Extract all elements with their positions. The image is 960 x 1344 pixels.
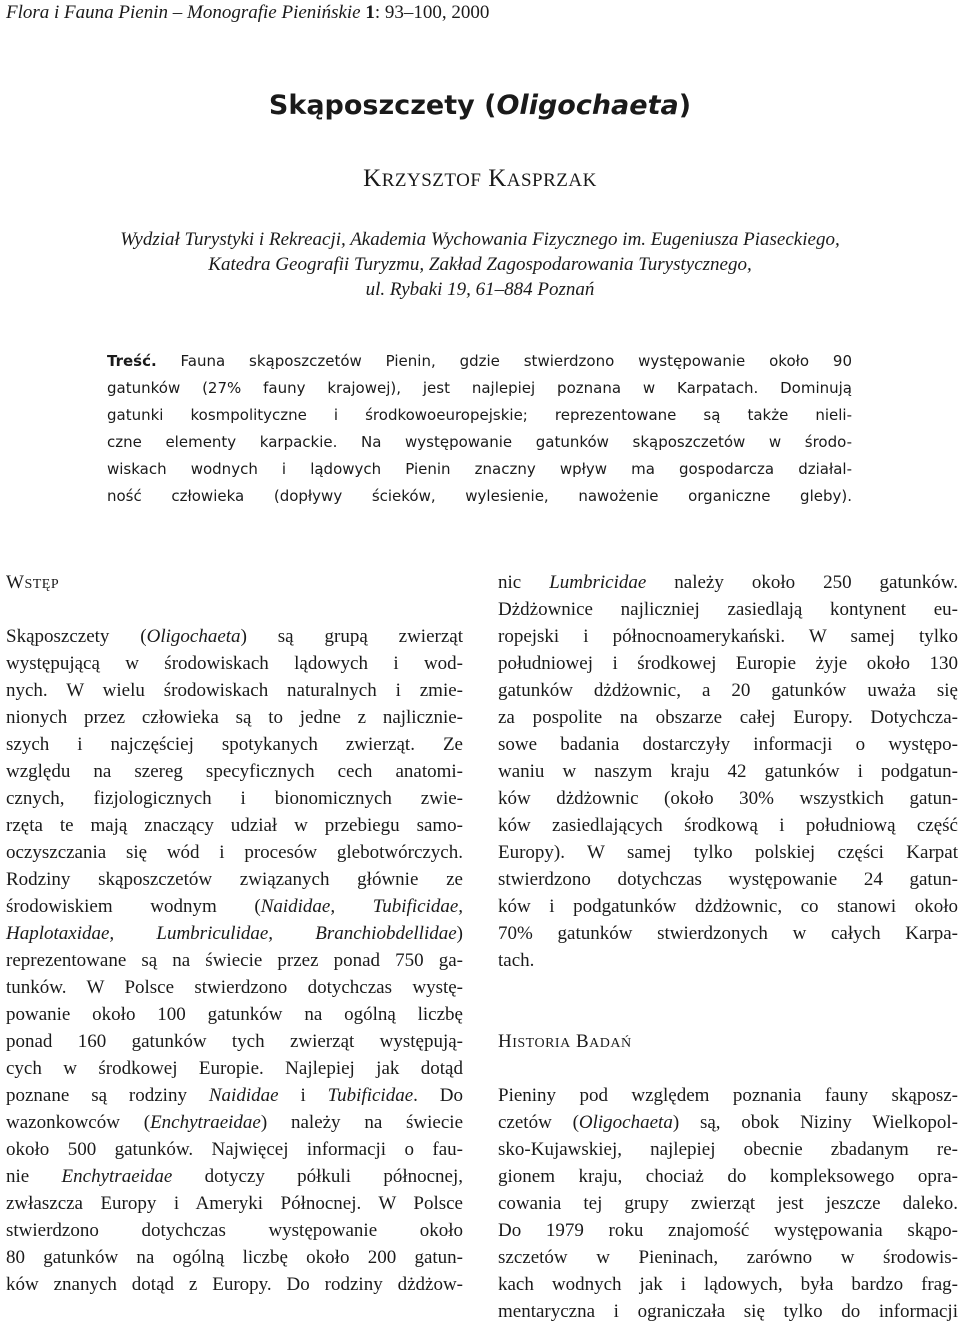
abstract-line: gatunki kosmpolityczne i środkowoeuropejskie; reprezentowane są także nieli- <box>107 406 852 424</box>
body-line: środowiskiem wodnym (Naididae, Tubificidae, <box>6 896 463 917</box>
body-line: Dżdżownice najliczniej zasiedlają kontynent eu- <box>498 599 958 620</box>
body-line: 70% gatunków stwierdzonych w całych Karpa- <box>498 923 958 944</box>
body-line: sowe badania dostarczyły informacji o występo- <box>498 734 958 755</box>
body-line: zwłaszcza Europy i Ameryki Północnej. W Polsce <box>6 1193 463 1214</box>
body-line: Haplotaxidae, Lumbriculidae, Branchiobdellidae) <box>6 923 463 944</box>
body-line: cowania tej grupy zwierząt jest jeszcze daleko. <box>498 1193 958 1214</box>
body-line: sko-Kujawskiej, najlepiej obecnie zbadanym re- <box>498 1139 958 1160</box>
body-line: cych w środkowej Europie. Najlepiej jak dotąd <box>6 1058 463 1079</box>
body-line: reprezentowane są na świecie przez ponad 750 ga- <box>6 950 463 971</box>
body-line: Skąposzczety (Oligochaeta) są grupą zwierząt <box>6 626 463 647</box>
section-heading-wstep: WSTĘP <box>6 572 60 593</box>
body-line: stwierdzono dotychczas występowanie 24 gatun- <box>498 869 958 890</box>
affiliation-line: Wydział Turystyki i Rekreacji, Akademia Wychowania Fizycznego im. Eugeniusza Piaseckiego, <box>120 229 840 250</box>
body-line: ków znanych dotąd z Europy. Do rodziny dżdżow- <box>6 1274 463 1295</box>
abstract-line: czne elementy karpackie. Na występowanie gatunków skąposzczetów w środo- <box>107 433 852 451</box>
body-line: szczetów w Pieninach, zarówno w środowis- <box>498 1247 958 1268</box>
author-affiliation <box>0 227 960 302</box>
body-line: Europy). W samej tylko polskiej części Karpat <box>498 842 958 863</box>
journal-volume: 1 <box>365 2 375 23</box>
body-line: Rodziny skąposzczetów związanych głównie ze <box>6 869 463 890</box>
affiliation-line: Katedra Geografii Turyzmu, Zakład Zagospodarowania Turystycznego, <box>208 254 752 275</box>
body-line: gatunków dżdżownic, a 20 gatunków uważa się <box>498 680 958 701</box>
left-column <box>6 569 463 1298</box>
abstract-line: gatunków (27% fauny krajowej), jest najlepiej poznana w Karpatach. Dominują <box>107 379 852 397</box>
body-line: tunków. W Polsce stwierdzono dotychczas wystę- <box>6 977 463 998</box>
body-line: występującą w środowiskach lądowych i wod- <box>6 653 463 674</box>
section-heading-historia-badan: HISTORIA BADAŃ <box>498 1031 632 1052</box>
body-line: za pospolite na obszarze całej Europy. Dotychcza- <box>498 707 958 728</box>
body-line: 80 gatunków na ogólną liczbę około 200 gatun- <box>6 1247 463 1268</box>
body-line: cznych, fizjologicznych i bionomicznych zwie- <box>6 788 463 809</box>
abstract <box>107 348 852 510</box>
abstract-label: Treść. <box>107 352 157 370</box>
body-line: kach wodnych jak i lądowych, była bardzo frag- <box>498 1274 958 1295</box>
running-header <box>6 1 489 25</box>
body-line: około 500 gatunków. Najwięcej informacji o fau- <box>6 1139 463 1160</box>
body-line: nych. W wielu środowiskach naturalnych i zmie- <box>6 680 463 701</box>
body-line: Pieniny pod względem poznania fauny skąposz- <box>498 1085 958 1106</box>
body-line: ponad 160 gatunków tych zwierząt występują- <box>6 1031 463 1052</box>
body-line: ków i podgatunków dżdżownic, co stanowi około <box>498 896 958 917</box>
body-line: ropejski i północnoamerykański. W samej tylko <box>498 626 958 647</box>
body-line: wazonkowców (Enchytraeidae) należy na świecie <box>6 1112 464 1133</box>
body-line: południowej i środkowej Europie żyje około 130 <box>498 653 958 674</box>
body-line: rzęta te mają znaczący udział w przebiegu samo- <box>6 815 463 836</box>
body-line: nionych przez człowieka są to jedne z najlicznie- <box>6 707 463 728</box>
body-line: względu na szereg specyficznych cech anatomi- <box>6 761 463 782</box>
body-line: poznane są rodziny Naididae i Tubificidae. Do <box>6 1085 463 1106</box>
body-line: czetów (Oligochaeta) są, obok Niziny Wielkopol- <box>498 1112 958 1133</box>
body-line: oczyszczania się wód i procesów glebotwórczych. <box>6 842 463 863</box>
body-line: tach. <box>498 950 535 971</box>
abstract-line: Treść. Fauna skąposzczetów Pienin, gdzie stwierdzono występowanie około 90 <box>107 352 852 370</box>
body-line: szych i najczęściej spotykanych zwierząt. Ze <box>6 734 463 755</box>
abstract-line: wiskach wodnych i lądowych Pienin znaczny wpływ ma gospodarcza działal- <box>107 460 852 478</box>
body-line: nic Lumbricidae należy około 250 gatunków. <box>498 572 958 593</box>
body-line: ków zasiedlających środkową i południową część <box>498 815 958 836</box>
article-title: Skąposzczety (Oligochaeta) <box>268 90 692 121</box>
body-line: ków dżdżownic (około 30% wszystkich gatun- <box>498 788 958 809</box>
right-column <box>498 569 958 1325</box>
body-line: waniu w naszym kraju 42 gatunków i podgatun- <box>498 761 958 782</box>
body-line: mentaryczna i ograniczała się tylko do informacji <box>498 1301 958 1322</box>
body-line: stwierdzono dotychczas występowanie około <box>6 1220 463 1241</box>
body-line: gionem kraju, chociaż do kompleksowego opra- <box>498 1166 958 1187</box>
abstract-line: ność człowieka (dopływy ścieków, wylesienie, nawożenie organiczne gleby). <box>107 487 852 505</box>
author-name: KRZYSZTOF KASPRZAK <box>363 165 597 192</box>
body-line: powanie około 100 gatunków na ogólną liczbę <box>6 1004 463 1025</box>
journal-pages: : 93–100, 2000 <box>374 2 490 23</box>
affiliation-line: ul. Rybaki 19, 61–884 Poznań <box>365 279 595 300</box>
body-line: nie Enchytraeidae dotyczy półkuli północnej, <box>6 1166 463 1187</box>
journal-series: Flora i Fauna Pienin – Monografie Pienińskie <box>6 2 361 23</box>
body-line: Do 1979 roku znajomość występowania skąpo- <box>498 1220 958 1241</box>
